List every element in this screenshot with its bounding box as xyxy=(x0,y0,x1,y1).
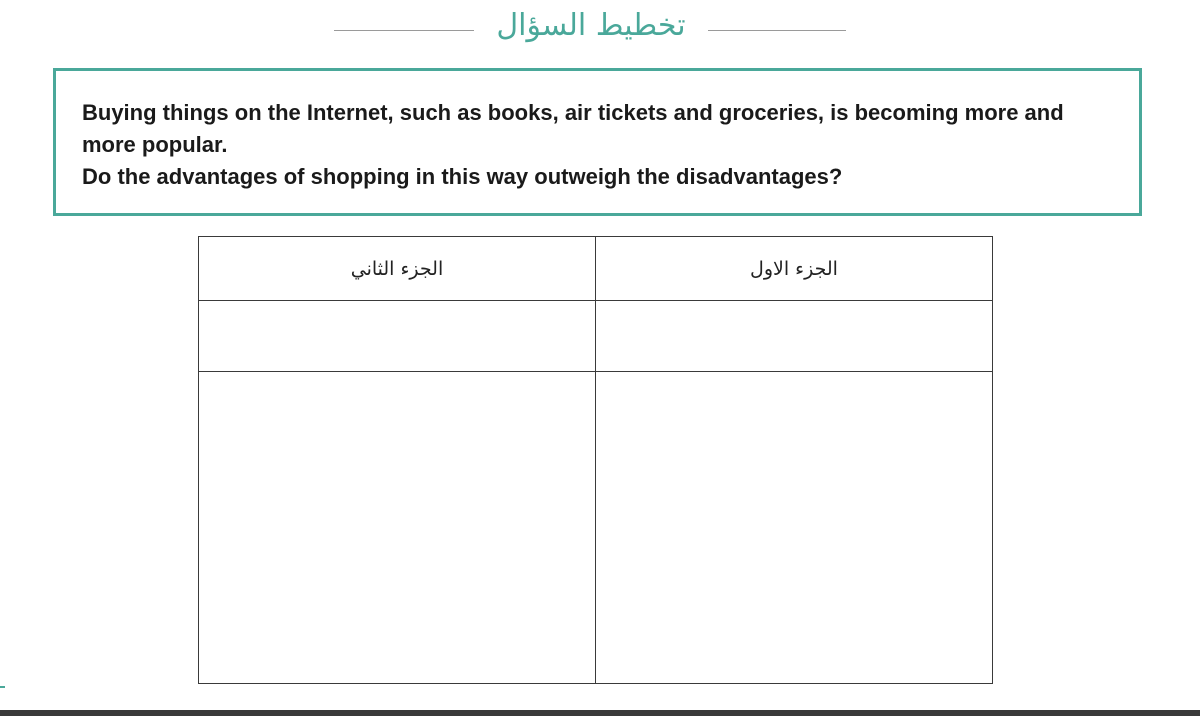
planning-table xyxy=(198,236,993,684)
question-prompt-text xyxy=(82,97,1122,193)
question-prompt-box xyxy=(53,68,1142,216)
title-rule-right xyxy=(708,30,846,31)
table-header-row xyxy=(199,237,993,301)
prompt-line-statement: Buying things on the Internet, such as books, air tickets and groceries, is becoming more and more popular. xyxy=(82,100,1064,157)
table-cell-part-two-row-1[interactable] xyxy=(199,301,596,372)
column-header-part-one xyxy=(596,237,993,301)
column-header-part-two xyxy=(199,237,596,301)
edge-marker xyxy=(0,686,5,688)
bottom-bar xyxy=(0,710,1200,716)
title-rule-left xyxy=(334,30,474,31)
prompt-line-question: Do the advantages of shopping in this way outweigh the disadvantages? xyxy=(82,164,843,189)
column-label-part-two: الجزء الثاني xyxy=(350,257,444,280)
table-cell-part-one-row-1[interactable] xyxy=(596,301,993,372)
page-title: تخطيط السؤال xyxy=(496,8,686,43)
table-cell-part-two-row-2[interactable] xyxy=(199,372,596,684)
table-row xyxy=(199,372,993,684)
column-label-part-one: الجزء الاول xyxy=(750,257,838,280)
table-cell-part-one-row-2[interactable] xyxy=(596,372,993,684)
table-row xyxy=(199,301,993,372)
